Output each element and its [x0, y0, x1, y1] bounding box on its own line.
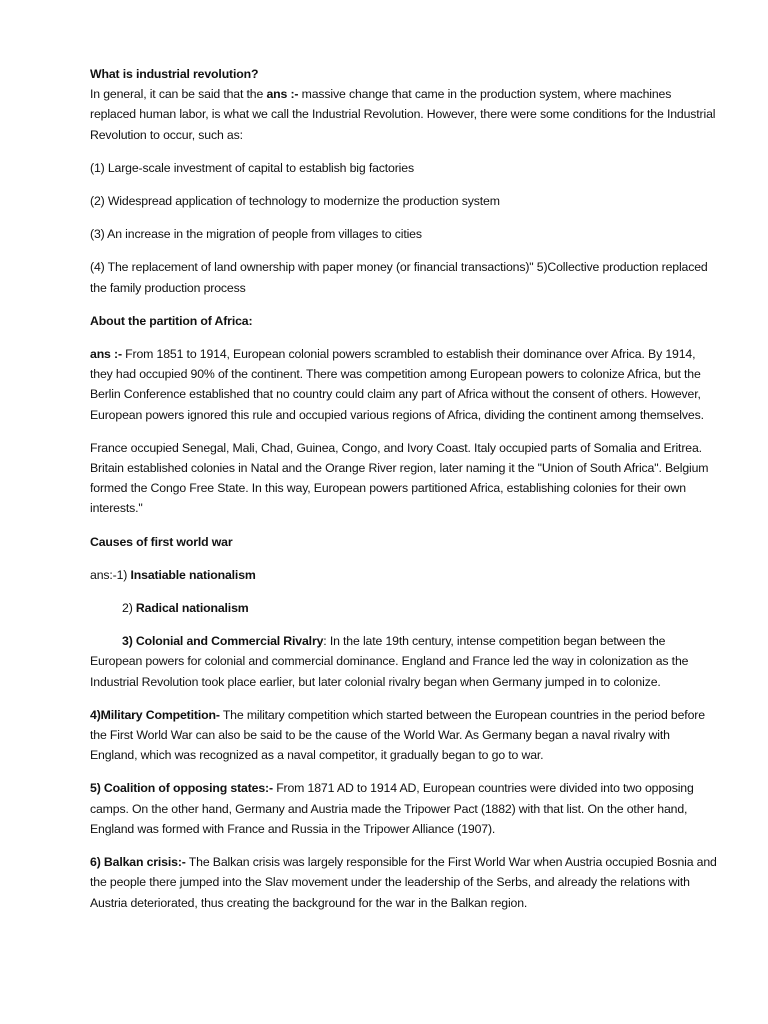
- partition-africa-paragraph-1: ans :- From 1851 to 1914, European colonial powers scrambled to establish their dominance over Africa. By 1914, they had occupied 90% of the continent. There was competition among European powers to colonize Africa, but the Berlin Conference established that no country could claim any part of Africa without the consent of others. However, European powers ignored this rule and occupied various regions of Africa, dividing the continent among themselves.: [90, 347, 704, 422]
- ww1-causes-heading: Causes of first world war: [90, 534, 233, 549]
- cause-5: 5) Coalition of opposing states:- From 1871 AD to 1914 AD, European countries were divided into two opposing camps. On the other hand, Germany and Austria made the Tripower Pact (1882) with that list. On the other hand, England was formed with France and Russia in the Tripower Alliance (1907).: [90, 781, 694, 836]
- partition-africa-heading: About the partition of Africa:: [90, 313, 253, 328]
- condition-item-2: (2) Widespread application of technology to modernize the production system: [90, 194, 500, 209]
- cause-1: ans:-1) Insatiable nationalism: [90, 567, 256, 582]
- condition-item-3: (3) An increase in the migration of people from villages to cities: [90, 227, 422, 242]
- cause-3: 3) Colonial and Commercial Rivalry: In the late 19th century, intense competition began between the European powers for colonial and commercial dominance. England and France led the way in colonization as the Industrial Revolution took place earlier, but later colonial rivalry began when Germany jumped in to colonize.: [90, 634, 689, 689]
- partition-africa-paragraph-2: France occupied Senegal, Mali, Chad, Guinea, Congo, and Ivory Coast. Italy occupied parts of Somalia and Eritrea. Britain established colonies in Natal and the Orange River region, later naming it the "Union of South Africa". Belgium formed the Congo Free State. In this way, European powers partitioned Africa, establishing colonies for their own interests.": [90, 440, 709, 516]
- cause-4: 4)Military Competition- The military competition which started between the European countries in the period before the First World War can also be said to be the cause of the World War. As Germany began a naval rivalry with England, which was recognized as a naval competitor, it gradually began to go to war.: [90, 707, 705, 763]
- cause-6: 6) Balkan crisis:- The Balkan crisis was largely responsible for the First World War when Austria occupied Bosnia and the people there jumped into the Slav movement under the leadership of the Serbs, and already the relations with Austria deteriorated, thus creating the background for the war in the Balkan region.: [90, 855, 717, 910]
- industrial-revolution-intro: In general, it can be said that the ans :- massive change that came in the production system, where machines replaced human labor, is what we call the Industrial Revolution. However, there were some conditions for the Industrial Revolution to occur, such as:: [90, 87, 716, 142]
- cause-2: 2) Radical nationalism: [122, 601, 249, 616]
- condition-item-4: (4) The replacement of land ownership with paper money (or financial transactions)" 5)Collective production replaced the family production process: [90, 260, 708, 295]
- condition-item-1: (1) Large-scale investment of capital to establish big factories: [90, 160, 414, 175]
- industrial-revolution-heading: What is industrial revolution?: [90, 67, 259, 81]
- document-page: [90, 64, 720, 926]
